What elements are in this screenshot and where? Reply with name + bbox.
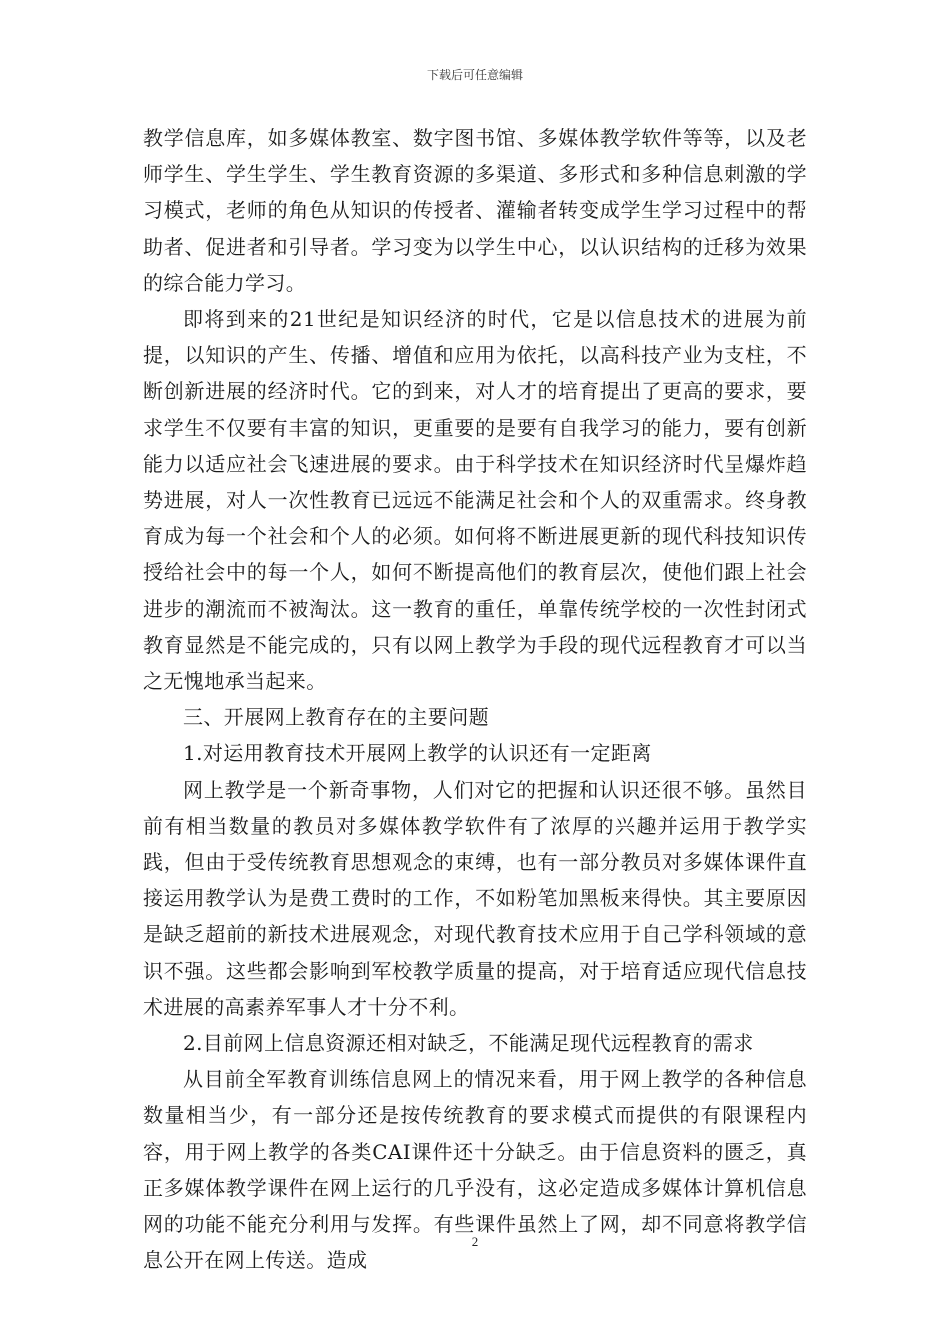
paragraph-continuation: 教学信息库，如多媒体教室、数字图书馆、多媒体教学软件等等，以及老师学生、学生学生、学生教育资源的多渠道、多形式和多种信息刺激的学习模式，老师的角色从知识的传授者、灌输者转变成学生学习过程中的帮助者、促进者和引导者。学习变为以学生中心，以认识结构的迁移为效果的综合能力学习。 xyxy=(143,126,807,295)
paragraph-knowledge-economy: 即将到来的21世纪是知识经济的时代，它是以信息技术的进展为前提，以知识的产生、传播、增值和应用为依托，以高科技产业为支柱，不断创新进展的经济时代。它的到来，对人才的培育提出了更高的要求，要求学生不仅要有丰富的知识，更重要的是要有自我学习的能力，要有创新能力以适应社会飞速进展的要求。由于科学技术在知识经济时代呈爆炸趋势进展，对人一次性教育已远远不能满足社会和个人的双重需求。终身教育成为每一个社会和个人的必须。如何将不断进展更新的现代科技知识传授给社会中的每一个人，如何不断提高他们的教育层次，使他们跟上社会进步的潮流而不被淘汰。这一教育的重任，单靠传统学校的一次性封闭式教育显然是不能完成的，只有以网上教学为手段的现代远程教育才可以当之无愧地承当起来。 xyxy=(143,307,807,694)
paragraph-information-resources: 从目前全军教育训练信息网上的情况来看，用于网上教学的各种信息数量相当少，有一部分还是按传统教育的要求模式而提供的有限课程内容，用于网上教学的各类CAI课件还十分缺乏。由于信息资料的匮乏，真正多媒体教学课件在网上运行的几乎没有，这必定造成多媒体计算机信息网的功能不能充分利用与发挥。有些课件虽然上了网，却不同意将教学信息公开在网上传送。造成 xyxy=(143,1067,807,1273)
subheading-1: 1.对运用教育技术开展网上教学的认识还有一定距离 xyxy=(183,741,652,766)
paragraph-online-teaching: 网上教学是一个新奇事物，人们对它的把握和认识还很不够。虽然目前有相当数量的教员对多媒体教学软件有了浓厚的兴趣并运用于教学实践，但由于受传统教育思想观念的束缚，也有一部分教员对多媒体课件直接运用教学认为是费工费时的工作，不如粉笔加黑板来得快。其主要原因是缺乏超前的新技术进展观念，对现代教育技术应用于自己学科领域的意识不强。这些都会影响到军校教学质量的提高，对于培育适应现代信息技术进展的高素养军事人才十分不利。 xyxy=(143,777,807,1019)
document-body xyxy=(143,120,807,1279)
page-number: 2 xyxy=(471,1234,479,1249)
subheading-2: 2.目前网上信息资源还相对缺乏，不能满足现代远程教育的需求 xyxy=(183,1031,754,1056)
section-heading-main-problems: 三、开展网上教育存在的主要问题 xyxy=(183,705,489,730)
page-header: 下载后可任意编辑 xyxy=(426,68,523,82)
